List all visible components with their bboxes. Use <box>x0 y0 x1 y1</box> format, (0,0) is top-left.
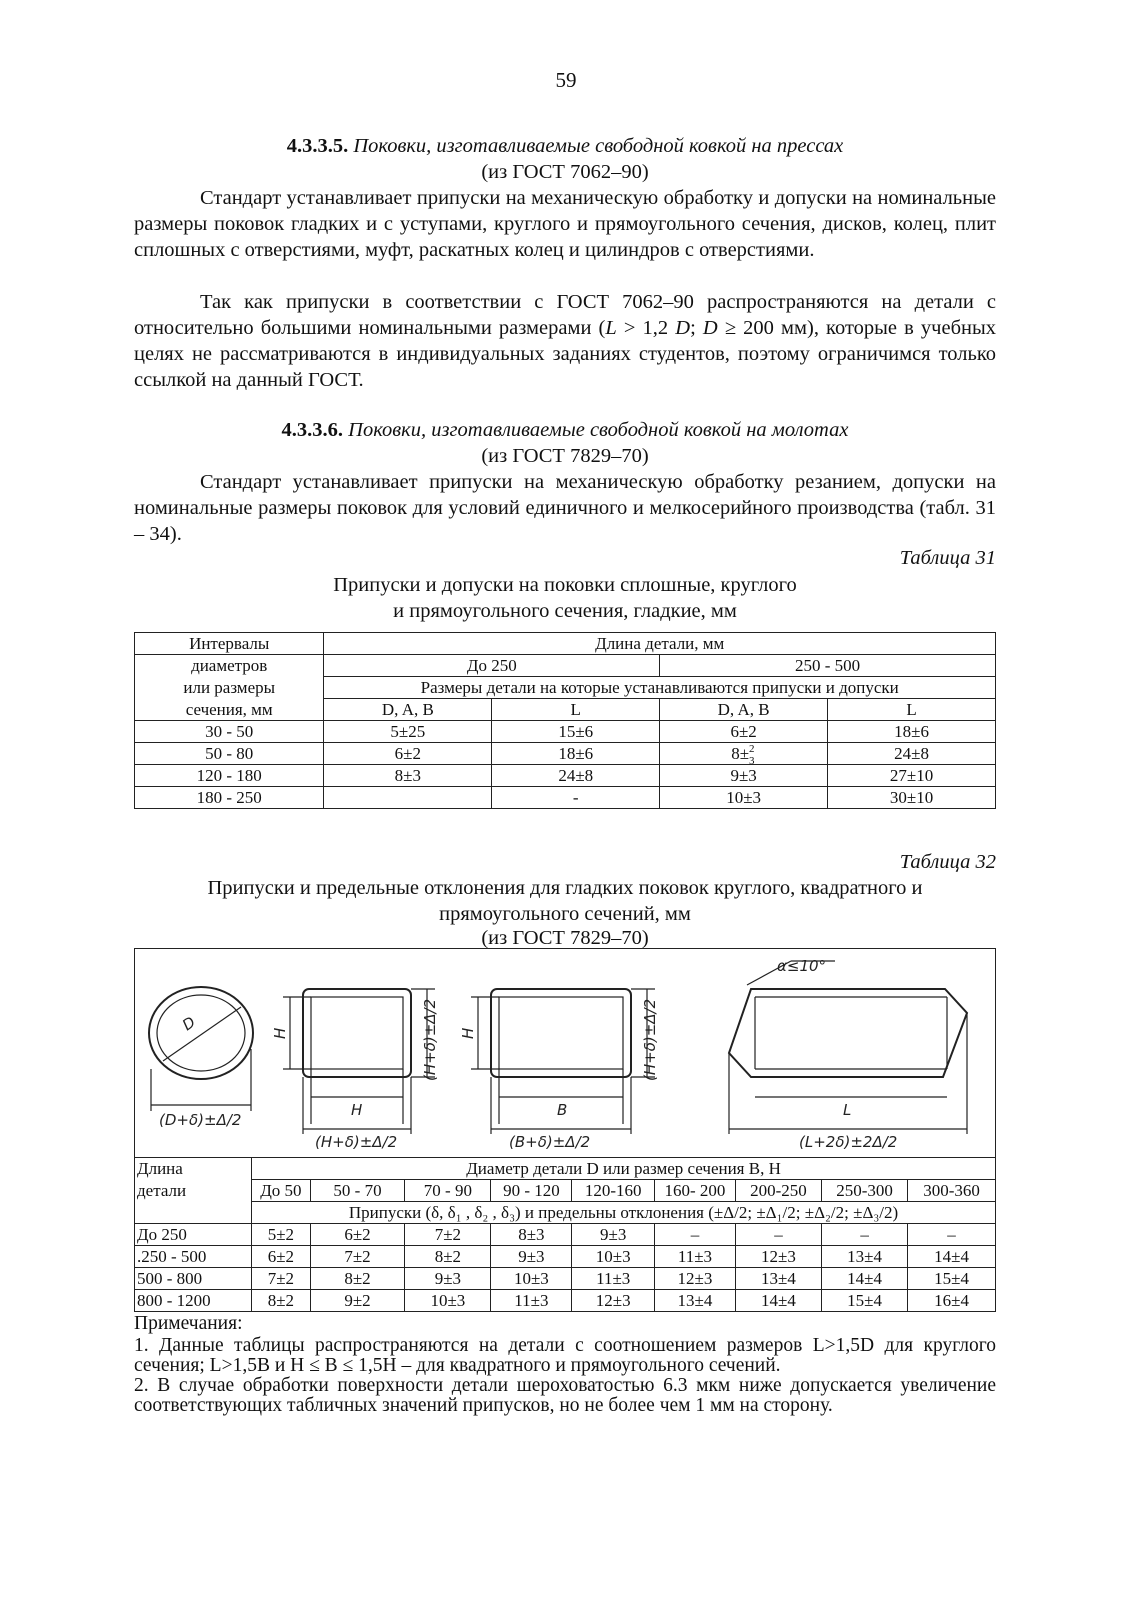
table-cell: 7±2 <box>405 1224 491 1246</box>
header-cell: 200-250 <box>735 1180 821 1202</box>
table-cell: 8±2 <box>310 1268 405 1290</box>
table-cell: 13±4 <box>735 1268 821 1290</box>
dim-label: (D+δ)±Δ/2 <box>159 1111 242 1129</box>
dim-label: D <box>178 1012 199 1035</box>
table-label: Таблица 31 <box>899 547 996 569</box>
section-title: Поковки, изготавливаемые свободной ковкой на прессах <box>353 135 844 157</box>
table-row <box>135 1224 996 1246</box>
table-cell: 6±2 <box>660 721 828 743</box>
table-cell: 10±3 <box>572 1246 655 1268</box>
allowances-deviations-table <box>134 1157 996 1312</box>
table-header-row <box>135 677 996 699</box>
section-title: Поковки, изготавливаемые свободной ковкой на молотах <box>348 419 849 441</box>
header-cell: До 50 <box>252 1180 311 1202</box>
table-cell: 50 - 80 <box>135 743 324 765</box>
table-cell: 24±8 <box>492 765 660 787</box>
table-cell: – <box>908 1224 996 1246</box>
table-cell: 13±4 <box>655 1290 736 1312</box>
table-cell: 11±3 <box>572 1268 655 1290</box>
dim-label: (L+2δ)±2Δ/2 <box>799 1133 898 1151</box>
table-row <box>135 1246 996 1268</box>
table-title: Припуски и предельные отклонения для гладких поковок круглого, квадратного и <box>207 877 923 899</box>
header-cell: 120-160 <box>572 1180 655 1202</box>
header-cell: 50 - 70 <box>310 1180 405 1202</box>
section-number: 4.3.3.6. <box>281 419 344 441</box>
note-2: 2. В случае обработки поверхности детали шероховатостью 6.3 мкм ниже допускается увеличение соответствующих табличных значений припусков, но не более чем 1 мм на сторону. <box>134 1375 996 1416</box>
header-cell: Диаметр детали D или размер сечения B, H <box>252 1158 996 1180</box>
header-cell: L <box>828 699 996 721</box>
table-cell: 14±4 <box>822 1268 908 1290</box>
table-cell: 9±2 <box>310 1290 405 1312</box>
header-cell: До 250 <box>324 655 660 677</box>
table-cell: .250 - 500 <box>135 1246 252 1268</box>
table-cell: 18±6 <box>492 743 660 765</box>
table-cell: 16±4 <box>908 1290 996 1312</box>
header-cell: L <box>492 699 660 721</box>
table-cell: 12±3 <box>572 1290 655 1312</box>
table-cell: 8±3 <box>324 765 492 787</box>
table-cell: – <box>735 1224 821 1246</box>
symbol: D <box>675 317 691 339</box>
header-cell: 250-300 <box>822 1180 908 1202</box>
table-header-row <box>135 655 996 677</box>
section-source: (из ГОСТ 7062–90) <box>481 161 649 183</box>
round-section-ellipse <box>149 987 253 1079</box>
table-cell: 7±2 <box>252 1268 311 1290</box>
table-cell: 12±3 <box>655 1268 736 1290</box>
notes-title: Примечания: <box>134 1313 243 1334</box>
dim-label: H <box>459 1027 477 1039</box>
dim-label: L <box>843 1101 852 1119</box>
table-cell: 11±3 <box>655 1246 736 1268</box>
dim-label: H <box>351 1101 363 1119</box>
header-cell: 90 - 120 <box>491 1180 572 1202</box>
table-cell: 120 - 180 <box>135 765 324 787</box>
table-cell: 180 - 250 <box>135 787 324 809</box>
table-header-row <box>135 699 996 721</box>
square-forging <box>303 989 411 1077</box>
table-cell: 6±2 <box>310 1224 405 1246</box>
table-cell: 24±8 <box>828 743 996 765</box>
section-number: 4.3.3.5. <box>286 135 349 157</box>
table-cell: 12±3 <box>735 1246 821 1268</box>
table-header-row <box>135 1202 996 1224</box>
table-cell: 27±10 <box>828 765 996 787</box>
table-cell: – <box>655 1224 736 1246</box>
paragraph <box>134 289 996 393</box>
page-number: 59 <box>555 68 577 92</box>
table-cell: 500 - 800 <box>135 1268 252 1290</box>
long-forging <box>729 989 967 1077</box>
dim-label: (B+δ)±Δ/2 <box>509 1133 591 1151</box>
table-header-row <box>135 1158 996 1180</box>
header-cell <box>135 1202 252 1224</box>
dim-label: H <box>271 1027 289 1039</box>
table-title: (из ГОСТ 7829–70) <box>481 927 649 949</box>
table-cell: 8±2 <box>252 1290 311 1312</box>
table-cell: 9±3 <box>491 1246 572 1268</box>
diameter-line <box>163 1007 241 1061</box>
table-cell: 9±3 <box>660 765 828 787</box>
table-cell: 15±4 <box>908 1268 996 1290</box>
header-cell: детали <box>135 1180 252 1202</box>
table-header-row <box>135 1180 996 1202</box>
table-cell: До 250 <box>135 1224 252 1246</box>
dim-label: (H+δ)±Δ/2 <box>315 1133 398 1151</box>
header-cell: D, A, B <box>324 699 492 721</box>
subscript: 3 <box>749 755 755 767</box>
header-cell: 300-360 <box>908 1180 996 1202</box>
table-32 <box>134 1157 996 1312</box>
cell-value: 8± <box>731 744 750 763</box>
round-section-inner <box>157 995 245 1071</box>
header-cell: Интервалы <box>135 633 324 655</box>
paragraph: Стандарт устанавливает припуски на механическую обработку и допуски на номинальные размеры поковок гладких и с уступами, круглого и прямоугольного сечения, дисков, колец, плит сплошных с отверстиями, муфт, раскатных колец и цилиндров с отверстиями. <box>134 187 996 261</box>
text: ≥ 200 мм), которые в учебных целях не рассматриваются в индивидуальных заданиях студентов, поэтому ограничимся только ссылкой на данный ГОСТ. <box>134 317 996 391</box>
table-cell: 14±4 <box>908 1246 996 1268</box>
table-cell: 10±3 <box>491 1268 572 1290</box>
header-cell: Длина детали, мм <box>324 633 996 655</box>
allowances-table <box>134 632 996 809</box>
table-cell: 15±4 <box>822 1290 908 1312</box>
technical-drawing <box>135 949 997 1159</box>
table-31 <box>134 632 996 809</box>
symbol: D <box>702 317 718 339</box>
table-header-row <box>135 633 996 655</box>
header-cell: 250 - 500 <box>660 655 996 677</box>
header-cell: сечения, мм <box>135 699 324 721</box>
section-heading-4336 <box>134 417 996 443</box>
dim-label: (H+δ)±Δ/2 <box>641 998 659 1081</box>
table-cell: 8±3 <box>491 1224 572 1246</box>
table-row <box>135 1268 996 1290</box>
table-title: Припуски и допуски на поковки сплошные, круглого <box>333 574 797 596</box>
table-cell: 11±3 <box>491 1290 572 1312</box>
table-cell: 18±6 <box>828 721 996 743</box>
table-cell: 30±10 <box>828 787 996 809</box>
text: > 1,2 <box>616 317 676 339</box>
table-cell: 800 - 1200 <box>135 1290 252 1312</box>
dim-label: (H+δ)±Δ/2 <box>421 998 439 1081</box>
table-cell: 7±2 <box>310 1246 405 1268</box>
table-cell: 9±3 <box>405 1268 491 1290</box>
header-cell: 70 - 90 <box>405 1180 491 1202</box>
superscript: 2 <box>749 743 755 755</box>
table-cell: 15±6 <box>492 721 660 743</box>
text: Так как припуски в соответствии с ГОСТ 7062–90 распространяются на детали с относительно большими номинальными размерами ( <box>134 291 996 339</box>
table-cell: 5±2 <box>252 1224 311 1246</box>
table-cell: 13±4 <box>822 1246 908 1268</box>
header-cell: или размеры <box>135 677 324 699</box>
table-label: Таблица 32 <box>899 851 996 873</box>
table-row <box>135 1290 996 1312</box>
rect-forging <box>491 989 631 1077</box>
section-heading-4335 <box>134 133 996 159</box>
table-cell: 14±4 <box>735 1290 821 1312</box>
table-cell: 9±3 <box>572 1224 655 1246</box>
dim-label: α≤10° <box>777 957 827 975</box>
header-cell: Длина <box>135 1158 252 1180</box>
table-cell: 5±25 <box>324 721 492 743</box>
rect-forging-inner <box>499 997 623 1069</box>
header-cell: D, A, B <box>660 699 828 721</box>
table-cell: 6±2 <box>324 743 492 765</box>
table-title: прямоугольного сечений, мм <box>439 903 691 925</box>
table-cell: 8±2 <box>405 1246 491 1268</box>
table-cell: 10±3 <box>405 1290 491 1312</box>
table-cell: - <box>492 787 660 809</box>
symbol: L <box>605 317 617 339</box>
square-forging-inner <box>311 997 403 1069</box>
table-cell: – <box>822 1224 908 1246</box>
header-cell: Размеры детали на которые устанавливаются припуски и допуски <box>324 677 996 699</box>
table-row <box>135 765 996 787</box>
note-1: 1. Данные таблицы распространяются на детали с соотношением размеров L>1,5D для круглого сечения; L>1,5B и H ≤ B ≤ 1,5H – для квадратного и прямоугольного сечений. <box>134 1335 996 1376</box>
table-title: и прямоугольного сечения, гладкие, мм <box>393 600 737 622</box>
paragraph: Стандарт устанавливает припуски на механическую обработку резанием, допуски на номинальные размеры поковок для условий единичного и мелкосерийного производства (табл. 31 – 34). <box>134 471 996 545</box>
forgings-drawing <box>134 948 996 1158</box>
table-row <box>135 721 996 743</box>
table-row <box>135 787 996 809</box>
table-cell: 6±2 <box>252 1246 311 1268</box>
table-cell: 30 - 50 <box>135 721 324 743</box>
table-cell <box>660 743 828 765</box>
header-cell: 160- 200 <box>655 1180 736 1202</box>
header-cell: Припуски (δ, δ₁ , δ₂ , δ₃) и предельны отклонения (±Δ/2; ±Δ₁/2; ±Δ₂/2; ±Δ₃/2) <box>252 1202 996 1224</box>
table-cell <box>324 787 492 809</box>
table-row <box>135 743 996 765</box>
text: ; <box>690 317 703 339</box>
table-cell: 10±3 <box>660 787 828 809</box>
section-source: (из ГОСТ 7829–70) <box>481 445 649 467</box>
dim-label: B <box>557 1101 568 1119</box>
header-cell: диаметров <box>135 655 324 677</box>
